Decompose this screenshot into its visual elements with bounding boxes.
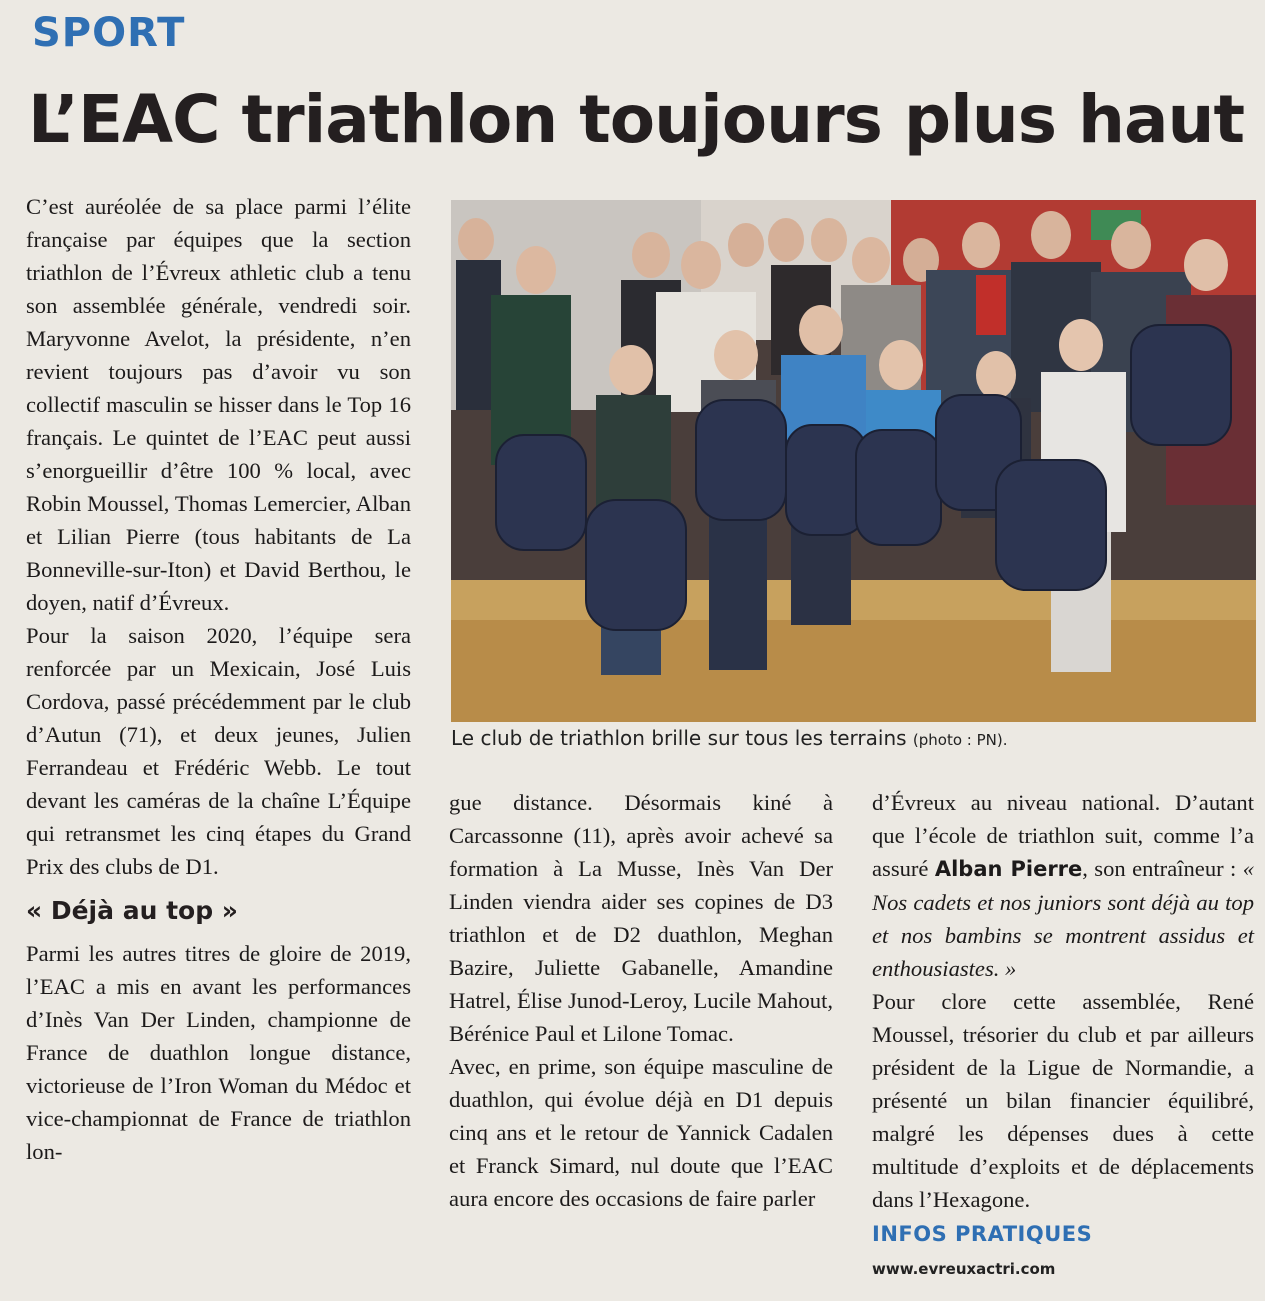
- team-photo-illustration: [451, 200, 1256, 722]
- column-2: [449, 786, 833, 1215]
- paragraph: gue distance. Désormais kiné à Carcassonne (11), après avoir achevé sa formation à La Musse, Inès Van Der Linden viendra aider ses copines de D3 triathlon et de D2 duathlon, Meghan Bazire, Juliette Gabanelle, Amandine Hatrel, Élise Junod-Leroy, Lucile Mahout, Bérénice Paul et Lilone Tomac.: [449, 790, 833, 1046]
- paragraph: Avec, en prime, son équipe masculine de duathlon, qui évolue déjà en D1 depuis cinq ans et le retour de Yannick Cadalen et Franck Simard, nul doute que l’EAC aura encore des occasions de faire parler: [449, 1054, 833, 1211]
- website-link[interactable]: www.evreuxactri.com: [872, 1260, 1056, 1278]
- text-run: d’Évreux au niveau national. D’autant que l’école de triathlon suit, comme l’a assuré: [872, 790, 1254, 881]
- team-photo: [451, 200, 1256, 722]
- caption-text: Le club de triathlon brille sur tous les terrains: [451, 726, 907, 750]
- column-1: [26, 190, 411, 1168]
- section-label: SPORT: [32, 10, 186, 56]
- paragraph: Pour la saison 2020, l’équipe sera renforcée par un Mexicain, José Luis Cordova, passé précédemment par le club d’Autun (71), et deux jeunes, Julien Ferrandeau et Frédéric Webb. Le tout devant les caméras de la chaîne L’Équipe qui retransmet les cinq étapes du Grand Prix des clubs de D1.: [26, 623, 411, 879]
- subheading: « Déjà au top »: [26, 896, 238, 925]
- paragraph: C’est auréolée de sa place parmi l’élite française par équipes que la section triathlon de l’Évreux athletic club a tenu son assemblée générale, vendredi soir. Maryvonne Avelot, la présidente, n’en revient toujours pas d’avoir vu son collectif masculin se hisser dans le Top 16 français. Le quintet de l’EAC peut aussi s’enorgueillir d’être 100 % local, avec Robin Moussel, Thomas Lemercier, Alban et Lilian Pierre (tous habitants de La Bonneville-sur-Iton) et David Berthou, le doyen, natif d’Évreux.: [26, 194, 411, 615]
- paragraph: Parmi les autres titres de gloire de 2019, l’EAC a mis en avant les performances d’Inès Van Der Linden, championne de France de duathlon longue distance, victorieuse de l’Iron Woman du Médoc et vice-championnat de France de triathlon lon-: [26, 941, 411, 1164]
- text-run: , son entraîneur :: [1082, 856, 1243, 881]
- coach-quote: « Nos cadets et nos juniors sont déjà au top et nos bambins se montrent assidus et enthousiastes. »: [872, 856, 1254, 981]
- photo-caption: [451, 726, 1256, 750]
- coach-name: Alban Pierre: [934, 857, 1083, 881]
- headline: L’EAC triathlon toujours plus haut: [28, 81, 1245, 158]
- paragraph: [872, 786, 1254, 985]
- column-3: [872, 786, 1254, 1216]
- info-pratiques-title: INFOS PRATIQUES: [872, 1222, 1093, 1246]
- paragraph: Pour clore cette assemblée, René Moussel, trésorier du club et par ailleurs président de la Ligue de Normandie, a présenté un bilan financier équilibré, malgré les dépenses dues à cette multitude d’exploits et de déplacements dans l’Hexagone.: [872, 989, 1254, 1212]
- photo-credit: (photo : PN).: [912, 731, 1008, 749]
